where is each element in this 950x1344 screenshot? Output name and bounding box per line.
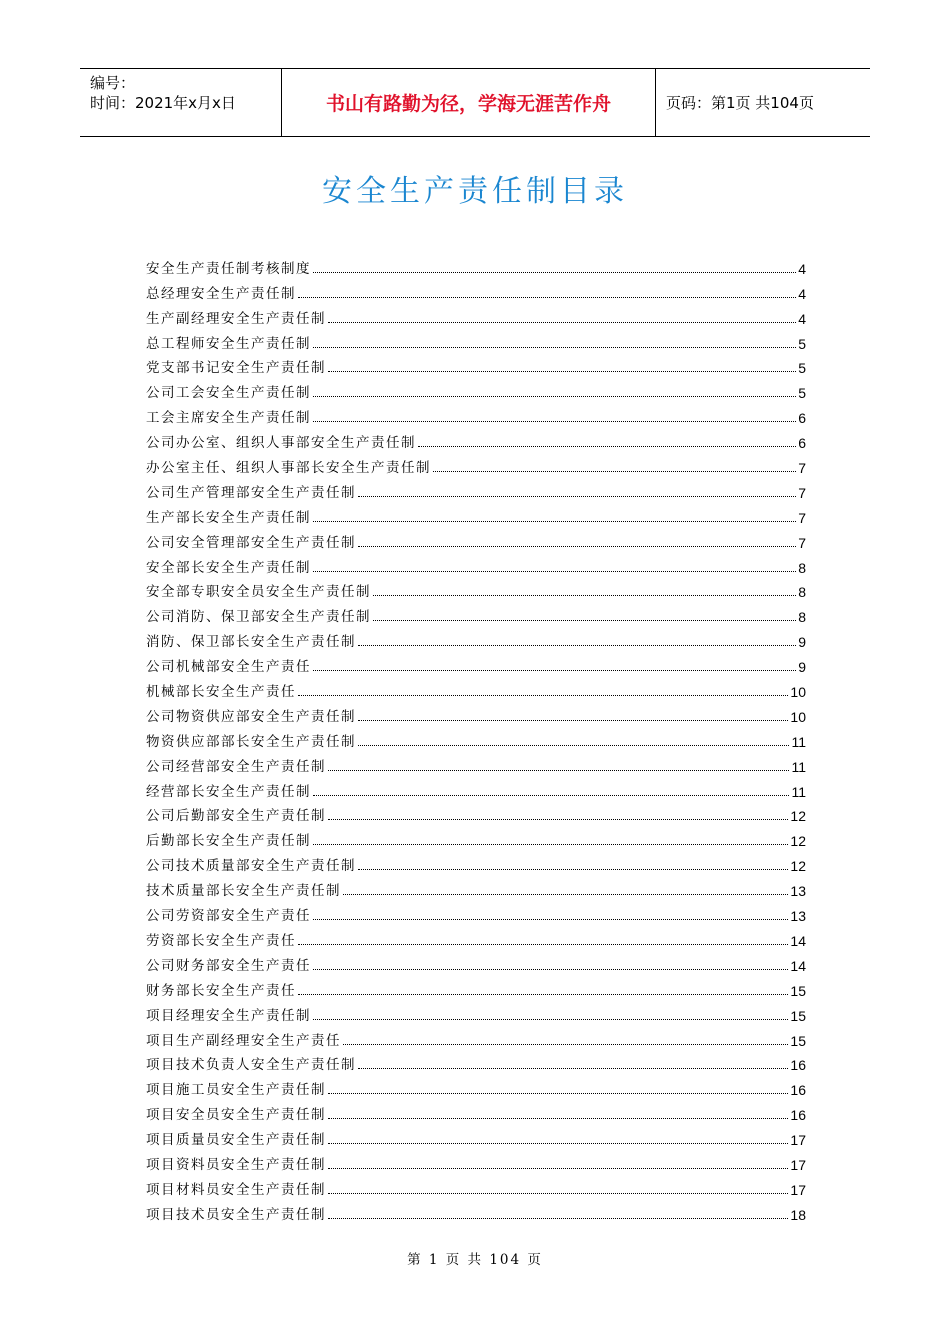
toc-leader-dots xyxy=(313,272,796,273)
toc-entry-page: 15 xyxy=(790,1032,806,1049)
table-of-contents xyxy=(146,252,806,1223)
toc-entry-title: 机械部长安全生产责任 xyxy=(146,684,296,701)
toc-entry-title: 财务部长安全生产责任 xyxy=(146,982,296,999)
toc-entry[interactable] xyxy=(146,750,806,775)
toc-entry-page: 7 xyxy=(798,484,806,501)
toc-entry-title: 后勤部长安全生产责任制 xyxy=(146,833,311,850)
toc-entry-title: 公司安全管理部安全生产责任制 xyxy=(146,534,356,551)
toc-entry-page: 5 xyxy=(798,385,806,402)
toc-leader-dots xyxy=(313,670,796,671)
toc-entry-page: 17 xyxy=(790,1181,806,1198)
toc-leader-dots xyxy=(313,919,788,920)
toc-entry[interactable] xyxy=(146,1123,806,1148)
toc-leader-dots xyxy=(358,546,796,547)
toc-entry-title: 消防、保卫部长安全生产责任制 xyxy=(146,634,356,651)
toc-leader-dots xyxy=(358,645,796,646)
toc-leader-dots xyxy=(358,745,789,746)
toc-leader-dots xyxy=(328,1168,788,1169)
toc-entry[interactable] xyxy=(146,725,806,750)
toc-leader-dots xyxy=(358,720,788,721)
document-number-label: 编号： xyxy=(90,74,136,92)
toc-entry-title: 公司生产管理部安全生产责任制 xyxy=(146,484,356,501)
toc-entry[interactable] xyxy=(146,849,806,874)
toc-entry-page: 7 xyxy=(798,534,806,551)
toc-entry-title: 公司财务部安全生产责任 xyxy=(146,957,311,974)
toc-entry-page: 5 xyxy=(798,335,806,352)
toc-entry-page: 13 xyxy=(790,908,806,925)
toc-entry-page: 17 xyxy=(790,1132,806,1149)
toc-entry-page: 8 xyxy=(798,584,806,601)
page-title: 安全生产责任制目录 xyxy=(322,174,628,209)
toc-entry-page: 14 xyxy=(790,957,806,974)
toc-leader-dots xyxy=(298,994,788,995)
document-time: 时间：2021年x月x日 xyxy=(90,94,236,112)
toc-leader-dots xyxy=(313,521,796,522)
toc-leader-dots xyxy=(313,795,789,796)
toc-entry-title: 公司消防、保卫部安全生产责任制 xyxy=(146,609,371,626)
toc-entry-title: 劳资部长安全生产责任 xyxy=(146,932,296,949)
toc-entry[interactable] xyxy=(146,600,806,625)
toc-entry-title: 公司机械部安全生产责任 xyxy=(146,659,311,676)
toc-entry[interactable] xyxy=(146,501,806,526)
toc-leader-dots xyxy=(313,844,788,845)
toc-entry[interactable] xyxy=(146,376,806,401)
toc-entry-title: 经营部长安全生产责任制 xyxy=(146,783,311,800)
toc-leader-dots xyxy=(328,371,796,372)
toc-entry-page: 12 xyxy=(790,808,806,825)
toc-entry-title: 安全部专职安全员安全生产责任制 xyxy=(146,584,371,601)
toc-entry[interactable] xyxy=(146,526,806,551)
toc-entry[interactable] xyxy=(146,924,806,949)
toc-entry-title: 项目生产副经理安全生产责任 xyxy=(146,1032,341,1049)
toc-entry-title: 总工程师安全生产责任制 xyxy=(146,335,311,352)
toc-entry-title: 工会主席安全生产责任制 xyxy=(146,410,311,427)
toc-leader-dots xyxy=(358,869,788,870)
toc-entry[interactable] xyxy=(146,1098,806,1123)
toc-leader-dots xyxy=(313,969,788,970)
toc-leader-dots xyxy=(328,1218,788,1219)
toc-entry-page: 11 xyxy=(791,733,806,750)
toc-leader-dots xyxy=(328,770,789,771)
toc-entry[interactable] xyxy=(146,824,806,849)
toc-entry-page: 5 xyxy=(798,360,806,377)
toc-entry-title: 公司劳资部安全生产责任 xyxy=(146,908,311,925)
toc-entry[interactable] xyxy=(146,999,806,1024)
toc-entry-page: 14 xyxy=(790,932,806,949)
toc-entry[interactable] xyxy=(146,775,806,800)
toc-entry-title: 项目技术员安全生产责任制 xyxy=(146,1206,326,1223)
toc-entry-title: 安全生产责任制考核制度 xyxy=(146,260,311,277)
toc-entry[interactable] xyxy=(146,327,806,352)
toc-entry[interactable] xyxy=(146,302,806,327)
toc-entry[interactable] xyxy=(146,401,806,426)
toc-entry-title: 办公室主任、组织人事部长安全生产责任制 xyxy=(146,460,431,477)
toc-entry-page: 11 xyxy=(791,758,806,775)
toc-entry-title: 技术质量部长安全生产责任制 xyxy=(146,883,341,900)
toc-entry-title: 公司物资供应部安全生产责任制 xyxy=(146,708,356,725)
toc-entry[interactable] xyxy=(146,551,806,576)
toc-entry-page: 7 xyxy=(798,460,806,477)
toc-entry-title: 公司技术质量部安全生产责任制 xyxy=(146,858,356,875)
toc-entry-title: 项目经理安全生产责任制 xyxy=(146,1007,311,1024)
toc-entry-page: 6 xyxy=(798,410,806,427)
toc-entry-title: 生产部长安全生产责任制 xyxy=(146,509,311,526)
toc-entry-title: 项目施工员安全生产责任制 xyxy=(146,1082,326,1099)
toc-leader-dots xyxy=(358,1068,788,1069)
toc-entry-page: 16 xyxy=(790,1057,806,1074)
header-page-info: 页码：第1页 共104页 xyxy=(666,94,814,112)
toc-entry-title: 生产副经理安全生产责任制 xyxy=(146,310,326,327)
toc-entry[interactable] xyxy=(146,476,806,501)
toc-leader-dots xyxy=(328,819,788,820)
toc-entry-page: 11 xyxy=(791,783,806,800)
toc-leader-dots xyxy=(313,571,796,572)
toc-entry-page: 4 xyxy=(798,310,806,327)
toc-entry-page: 8 xyxy=(798,559,806,576)
toc-entry[interactable] xyxy=(146,426,806,451)
toc-leader-dots xyxy=(328,1143,788,1144)
page-header xyxy=(80,68,870,137)
toc-entry-page: 16 xyxy=(790,1082,806,1099)
toc-entry[interactable] xyxy=(146,974,806,999)
toc-leader-dots xyxy=(313,1019,788,1020)
toc-entry-title: 项目材料员安全生产责任制 xyxy=(146,1181,326,1198)
toc-leader-dots xyxy=(433,471,796,472)
toc-leader-dots xyxy=(343,1044,788,1045)
toc-entry[interactable] xyxy=(146,675,806,700)
toc-leader-dots xyxy=(343,894,788,895)
toc-entry-page: 13 xyxy=(790,883,806,900)
toc-entry-title: 公司经营部安全生产责任制 xyxy=(146,758,326,775)
toc-entry-title: 项目质量员安全生产责任制 xyxy=(146,1132,326,1149)
toc-entry-title: 公司后勤部安全生产责任制 xyxy=(146,808,326,825)
toc-entry[interactable] xyxy=(146,650,806,675)
toc-entry[interactable] xyxy=(146,1148,806,1173)
toc-entry-page: 4 xyxy=(798,260,806,277)
toc-entry[interactable] xyxy=(146,451,806,476)
toc-entry-page: 10 xyxy=(790,684,806,701)
header-slogan-cell xyxy=(282,69,656,136)
header-page-info-cell xyxy=(656,69,870,136)
toc-leader-dots xyxy=(313,421,796,422)
toc-entry-title: 公司工会安全生产责任制 xyxy=(146,385,311,402)
toc-leader-dots xyxy=(298,297,796,298)
toc-entry-page: 15 xyxy=(790,982,806,999)
toc-leader-dots xyxy=(328,1093,788,1094)
toc-leader-dots xyxy=(328,322,796,323)
toc-entry[interactable] xyxy=(146,277,806,302)
toc-entry-page: 9 xyxy=(798,659,806,676)
toc-leader-dots xyxy=(418,446,796,447)
toc-entry-page: 12 xyxy=(790,833,806,850)
toc-entry-title: 公司办公室、组织人事部安全生产责任制 xyxy=(146,435,416,452)
toc-entry-page: 16 xyxy=(790,1107,806,1124)
toc-leader-dots xyxy=(298,695,788,696)
toc-entry-title: 物资供应部部长安全生产责任制 xyxy=(146,733,356,750)
toc-entry-page: 10 xyxy=(790,708,806,725)
toc-entry[interactable] xyxy=(146,352,806,377)
toc-entry[interactable] xyxy=(146,899,806,924)
toc-entry-page: 17 xyxy=(790,1156,806,1173)
toc-leader-dots xyxy=(373,620,796,621)
toc-entry-title: 项目资料员安全生产责任制 xyxy=(146,1156,326,1173)
toc-leader-dots xyxy=(313,347,796,348)
toc-entry[interactable] xyxy=(146,1073,806,1098)
toc-entry-title: 项目技术负责人安全生产责任制 xyxy=(146,1057,356,1074)
toc-entry[interactable] xyxy=(146,874,806,899)
toc-leader-dots xyxy=(358,496,796,497)
toc-entry-page: 7 xyxy=(798,509,806,526)
header-slogan: 书山有路勤为径，学海无涯苦作舟 xyxy=(325,93,611,115)
toc-entry-title: 安全部长安全生产责任制 xyxy=(146,559,311,576)
toc-leader-dots xyxy=(328,1193,788,1194)
toc-entry[interactable] xyxy=(146,252,806,277)
toc-entry-title: 总经理安全生产责任制 xyxy=(146,285,296,302)
toc-entry-page: 12 xyxy=(790,858,806,875)
toc-entry-page: 6 xyxy=(798,435,806,452)
toc-entry[interactable] xyxy=(146,1173,806,1198)
toc-entry[interactable] xyxy=(146,700,806,725)
toc-entry[interactable] xyxy=(146,625,806,650)
toc-entry[interactable] xyxy=(146,800,806,825)
toc-entry-title: 党支部书记安全生产责任制 xyxy=(146,360,326,377)
header-meta xyxy=(80,69,282,136)
toc-leader-dots xyxy=(298,944,788,945)
toc-entry[interactable] xyxy=(146,1198,806,1223)
page-footer: 第 1 页 共 104 页 xyxy=(407,1252,543,1268)
toc-entry-title: 项目安全员安全生产责任制 xyxy=(146,1107,326,1124)
toc-entry-page: 9 xyxy=(798,634,806,651)
toc-entry-page: 8 xyxy=(798,609,806,626)
toc-entry-page: 4 xyxy=(798,285,806,302)
toc-leader-dots xyxy=(373,595,796,596)
toc-leader-dots xyxy=(313,396,796,397)
toc-leader-dots xyxy=(328,1118,788,1119)
toc-entry[interactable] xyxy=(146,1024,806,1049)
toc-entry[interactable] xyxy=(146,1049,806,1074)
toc-entry-page: 15 xyxy=(790,1007,806,1024)
toc-entry-page: 18 xyxy=(790,1206,806,1223)
toc-entry[interactable] xyxy=(146,576,806,601)
toc-entry[interactable] xyxy=(146,949,806,974)
